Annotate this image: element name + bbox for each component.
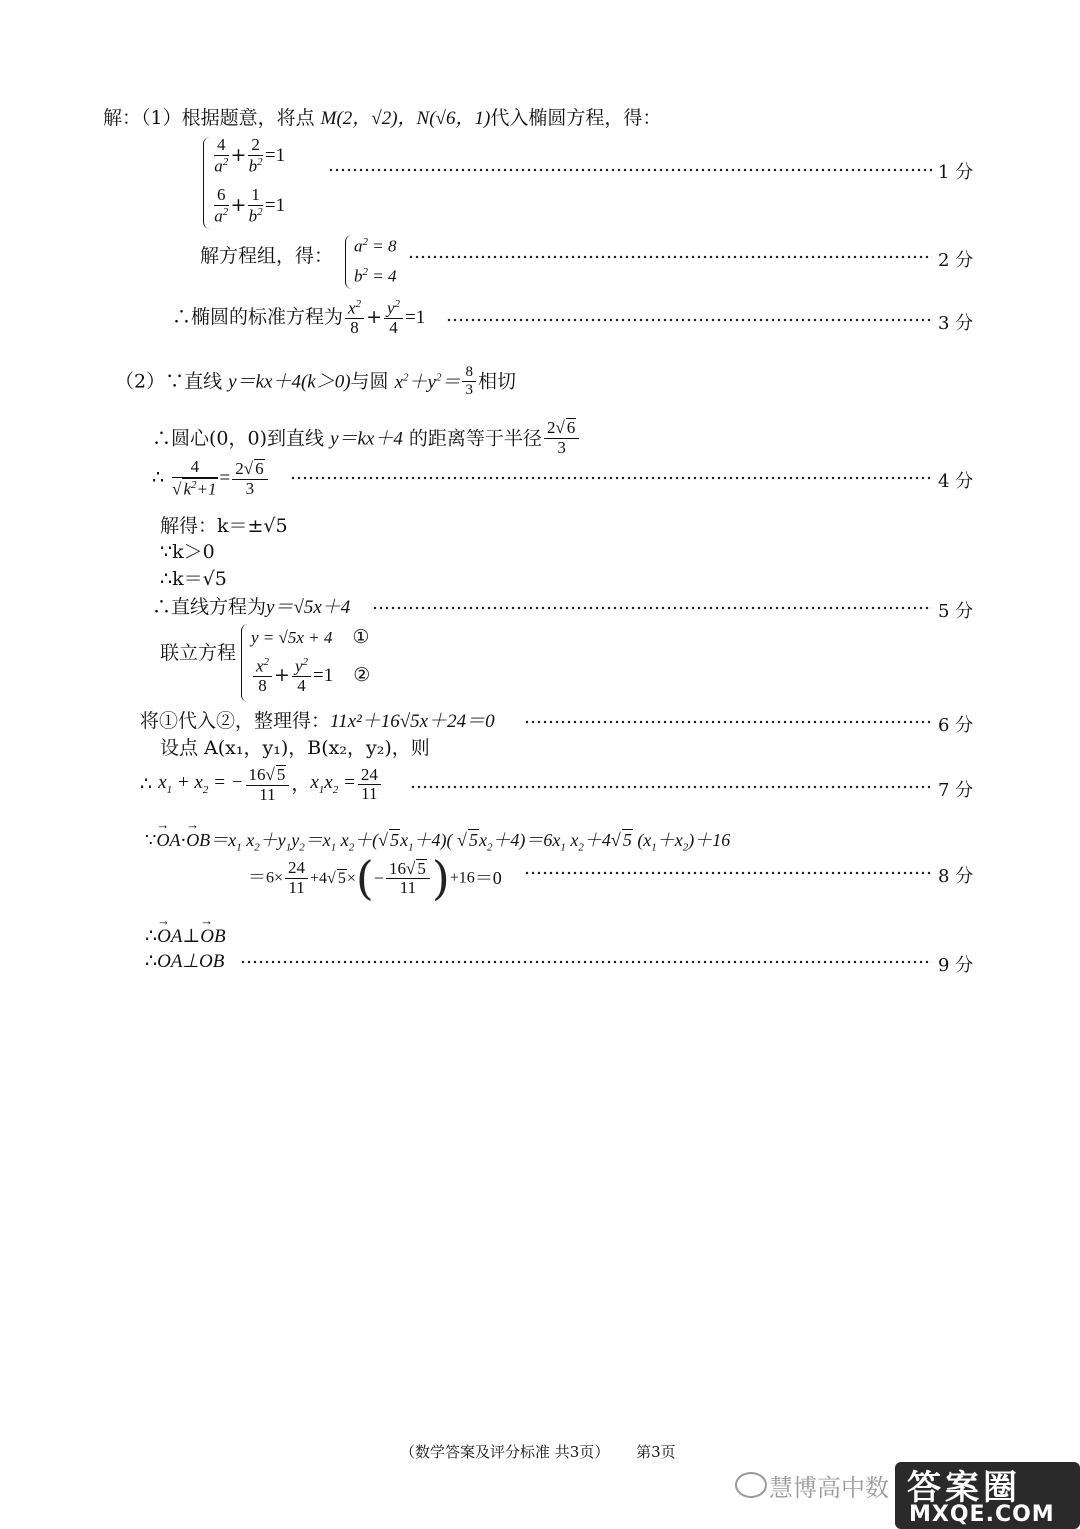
- system3-brace: [241, 624, 248, 702]
- leader-dots-5: [372, 606, 932, 610]
- solve-label: 解方程组，得：: [200, 245, 334, 267]
- system1-eq1: $\frac{4}{a^2}$ + $\frac{2}{b^2}$ =1: [214, 135, 286, 176]
- part2-line5: ∵k＞0: [160, 541, 215, 563]
- part1-points: M(2，√2)，N(√6，1): [320, 108, 491, 129]
- score-9: 9 分: [938, 955, 974, 976]
- score-7: 7 分: [938, 780, 974, 801]
- part2-line15: ∴OA⊥OB: [145, 951, 225, 972]
- score-4: 4 分: [938, 471, 974, 492]
- leader-dots-4: [290, 476, 932, 480]
- footer-text: （数学答案及评分标准 共3页）: [400, 1443, 610, 1461]
- score-1: 1 分: [938, 162, 974, 183]
- sol-a: $a^2 = 8$: [354, 236, 397, 256]
- part2-line4: 解得：k＝±√5: [160, 515, 288, 537]
- score-5: 5 分: [938, 601, 974, 622]
- leader-dots-6: [524, 720, 932, 724]
- footer-note: [400, 1444, 676, 1461]
- part2-line6: ∴k＝√5: [160, 568, 227, 590]
- system3-label: 联立方程: [160, 642, 237, 664]
- system3-eq2: $\frac{x^2}{8}$ + $\frac{y^2}{4}$ =1 ②: [251, 656, 370, 696]
- leader-dots-2: [408, 255, 932, 259]
- leader-dots-8: [524, 871, 932, 875]
- site-logo: [895, 1462, 1080, 1529]
- system1-eq2: $\frac{6}{a^2}$ + $\frac{1}{b^2}$ =1: [214, 185, 286, 226]
- leader-dots-7: [410, 785, 932, 789]
- site-logo-top: 答案圈: [907, 1468, 1021, 1508]
- part2-line1: （2）∵直线 y＝kx＋4(k＞0)与圆 $x^2+y^2=$ $\frac{8}{3}$ 相切: [115, 364, 516, 398]
- footer-page: 第3页: [636, 1443, 676, 1461]
- score-3: 3 分: [938, 313, 974, 334]
- part2-line7: ∴直线方程为y＝√5x＋4: [152, 596, 351, 618]
- part2-line11: ∴ $x_1 + x_2$ = − $\frac{16√ 5}{11}$ ，$x_1x_2$ = $\frac{24}{11}$: [140, 765, 383, 804]
- part2-line13: ＝6× $\frac{24}{11}$ +4√ 5×(− $\frac{16√ 5}{11}$ )+16＝0: [248, 851, 502, 905]
- system1-brace: [203, 137, 210, 229]
- part2-line2: ∴圆心(0，0)到直线 y＝kx＋4 的距离等于半径 $\frac{2√ 6}{3}$: [152, 418, 581, 457]
- wechat-icon: [735, 1472, 767, 1498]
- part2-line3: ∴ $\frac{4}{√ k^2+1}$ = $\frac{2√ 6}{3}$: [152, 458, 270, 499]
- watermark: [735, 1462, 1080, 1529]
- site-logo-bottom: MXQE.COM: [909, 1502, 1055, 1527]
- sol-b: $b^2 = 4$: [354, 266, 397, 286]
- part2-line14: ∴→ OA⊥→ OB: [145, 926, 226, 948]
- leader-dots-1: [328, 168, 932, 172]
- leader-dots-3: [446, 318, 932, 322]
- part1-intro: 解：（1）根据题意，将点 M(2，√2)，N(√6，1)代入椭圆方程，得：: [103, 107, 662, 129]
- std-equation-line: ∴椭圆的标准方程为 $\frac{x^2}{8}$ + $\frac{y^2}{4}$ =1: [172, 298, 426, 338]
- leader-dots-9: [240, 960, 932, 964]
- part2-line12: ∵→ $OA\cdot\to OB=x_1$ $x_2+y_1y_2=x_1$ $x_2+(√$ $5x_1+4$)( √ $5x_2+4)=6x_1$ $x_2+4√$ 5 $(x_1+x_2)+16$: [145, 829, 730, 854]
- part2-line9: 将①代入②，整理得：11x²＋16√5x＋24＝0: [140, 710, 495, 732]
- watermark-left-text: 慧博高中数: [769, 1474, 889, 1502]
- score-2: 2 分: [938, 250, 974, 271]
- system3-eq1: y = √5x + 4 ①: [251, 626, 370, 648]
- score-6: 6 分: [938, 715, 974, 736]
- system2-brace: [345, 235, 352, 289]
- part2-line10: 设点 A(x₁，y₁)，B(x₂，y₂)，则: [160, 737, 430, 759]
- score-8: 8 分: [938, 866, 974, 887]
